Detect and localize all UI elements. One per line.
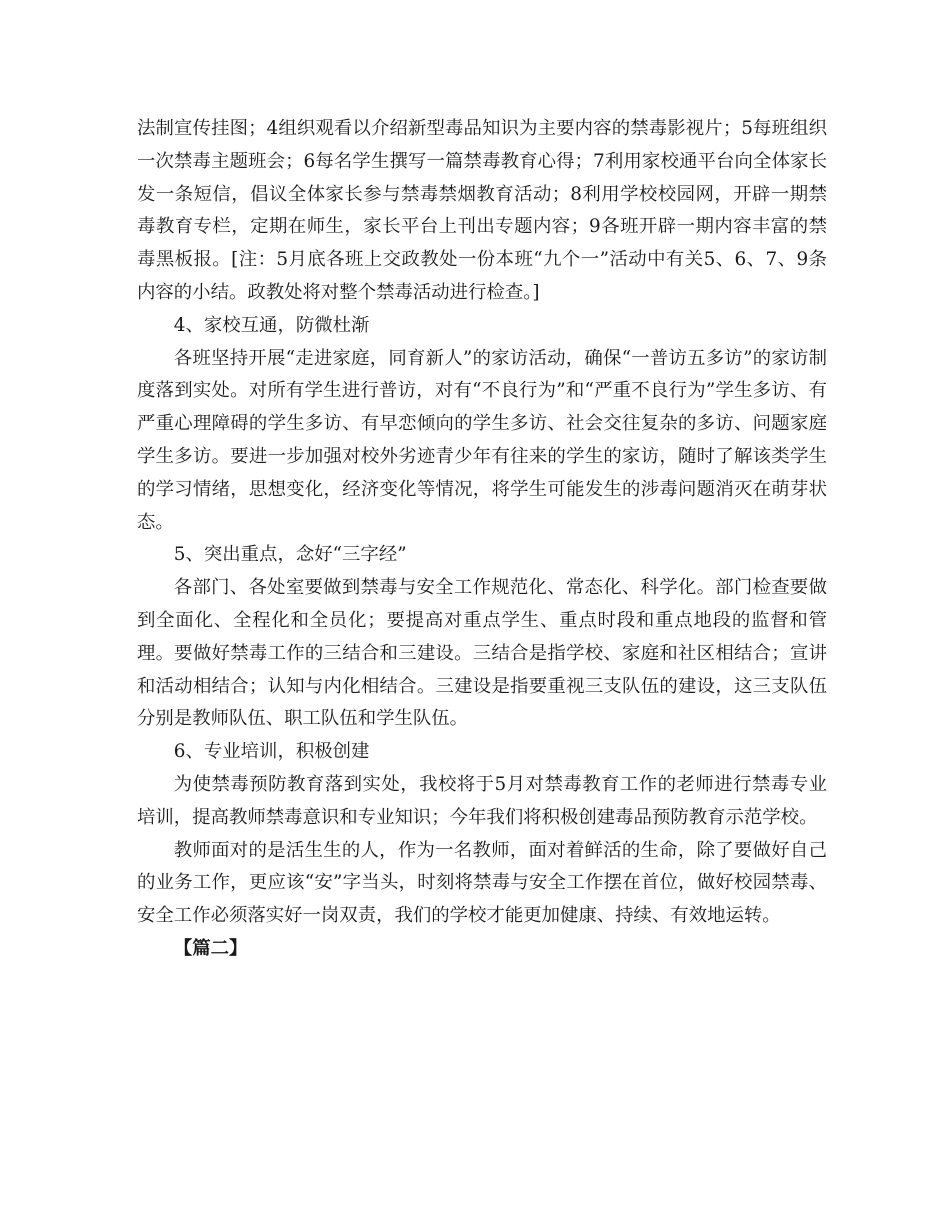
section-heading-6: 6、专业培训，积极创建 [173,741,370,763]
section-heading-5: 5、突出重点，念好“三字经” [173,544,407,566]
paragraph-training: 为使禁毒预防教育落到实处，我校将于5月对禁毒教育工作的老师进行禁毒专业培训，提高教师禁毒意识和专业知识；今年我们将积极创建毒品预防教育示范学校。 [137,773,827,828]
paragraph-continuation: 法制宣传挂图；4组织观看以介绍新型毒品知识为主要内容的禁毒影视片；5每班组织一次禁毒主题班会；6每名学生撰写一篇禁毒教育心得；7利用家校通平台向全体家长发一条短信，倡议全体家长参与禁毒禁烟教育活动；8利用学校校园网，开辟一期禁毒教育专栏，定期在师生，家长平台上刊出专题内容；9各班开辟一期内容丰富的禁毒黑板报。[注：5月底各班上交政教处一份本班“九个一”活动中有关5、6、7、9条内容的小结。政教处将对整个禁毒活动进行检查。] [137,118,827,303]
section-marker-part-two: 【篇二】 [173,937,248,959]
document-body [137,113,827,966]
paragraph-conclusion: 教师面对的是活生生的人，作为一名教师，面对着鲜活的生命，除了要做好自己的业务工作，更应该“安”字当头，时刻将禁毒与安全工作摆在首位，做好校园禁毒、安全工作必须落实好一岗双责，我们的学校才能更加健康、持续、有效地运转。 [137,839,827,927]
paragraph-key-points: 各部门、各处室要做到禁毒与安全工作规范化、常态化、科学化。部门检查要做到全面化、全程化和全员化；要提高对重点学生、重点时段和重点地段的监督和管理。要做好禁毒工作的三结合和三建设。三结合是指学校、家庭和社区相结合；宣讲和活动相结合；认知与内化相结合。三建设是指要重视三支队伍的建设，这三支队伍分别是教师队伍、职工队伍和学生队伍。 [137,577,827,730]
section-heading-4: 4、家校互通，防微杜渐 [173,314,370,336]
paragraph-home-visits: 各班坚持开展“走进家庭，同育新人”的家访活动，确保“一普访五多访”的家访制度落到实处。对所有学生进行普访，对有“不良行为”和“严重不良行为”学生多访、有严重心理障碍的学生多访、有早恋倾向的学生多访、社会交往复杂的多访、问题家庭学生多访。要进一步加强对校外劣迹青少年有往来的学生的家访，随时了解该类学生的学习情绪，思想变化，经济变化等情况，将学生可能发生的涉毒问题消灭在萌芽状态。 [137,347,827,533]
